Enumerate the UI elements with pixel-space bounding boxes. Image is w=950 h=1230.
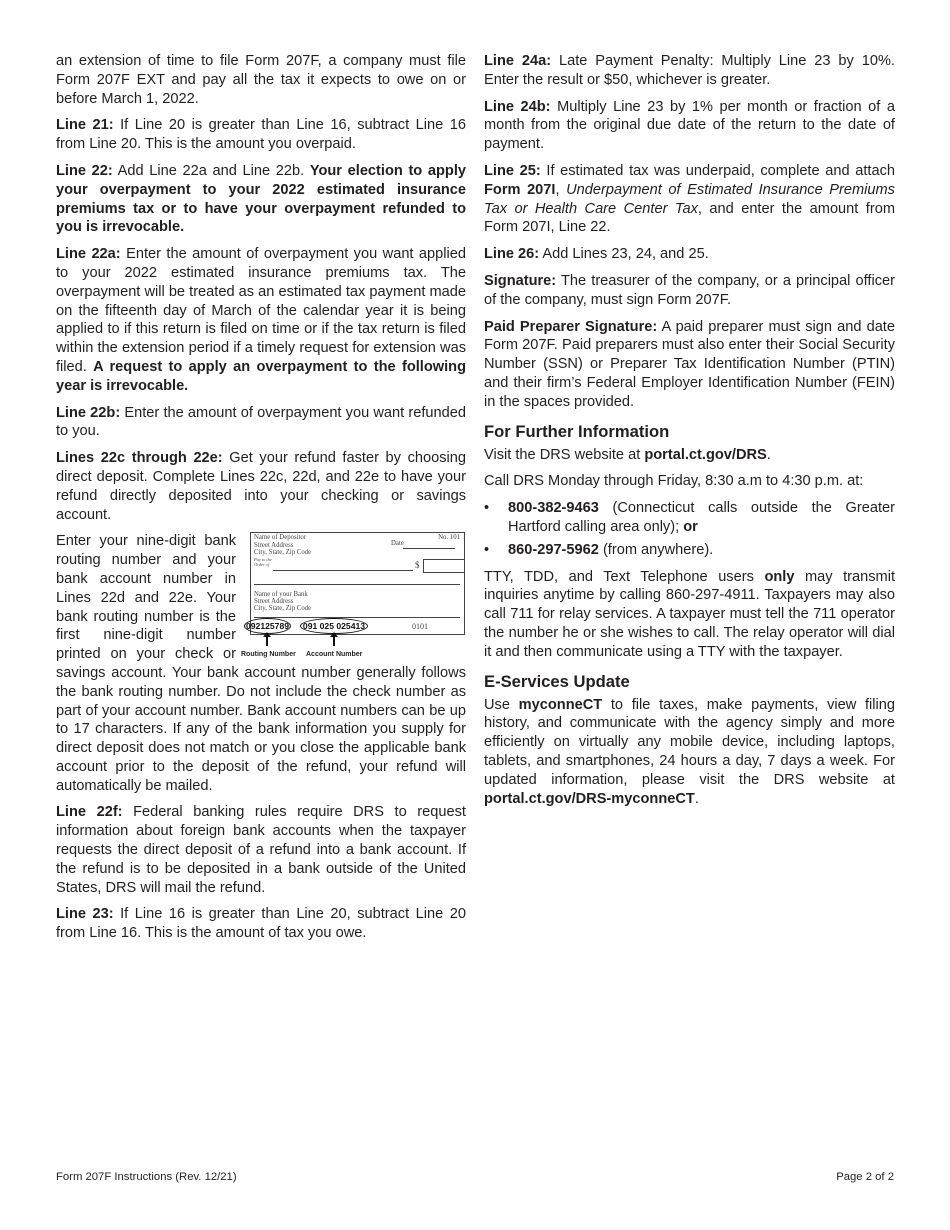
- routing-number-caption: Routing Number: [241, 651, 296, 659]
- account-arrow-icon: [333, 636, 335, 646]
- routing-number-oval: 092125789: [244, 618, 291, 634]
- check-bank-street: Street Address: [254, 598, 294, 606]
- routing-section: [56, 532, 466, 795]
- check-number-label: No. 101: [438, 534, 460, 542]
- check-dollar-sign: $: [415, 560, 420, 571]
- myconnect-website-link[interactable]: portal.ct.gov/DRS-myconneCT: [484, 790, 695, 807]
- check-amount-box: [423, 559, 465, 573]
- paragraph-routing-number: Enter your nine-digit bank routing number and your bank account number in Lines 22d and 22e. Your bank routing number is the first nine-digit number printed on your check or savings account. Your bank account number generally follows the bank routing number. Do not include the check number as part of your account number. Bank account numbers can be up to 17 characters. If any of the bank information you supply for direct deposit does not match or you close the applicable bank account prior to the deposit of the refund, your refund will automatically be mailed.: [56, 533, 466, 794]
- paragraph-line-22c-22e: Lines 22c through 22e: Get your refund faster by choosing direct deposit. Complete Lines 22c, 22d, and 22e to have your refund directly deposited into your checking or savings account.: [56, 450, 467, 523]
- account-number-oval: 091 025 025413: [300, 618, 368, 634]
- check-serial-number: 0101: [412, 622, 428, 632]
- check-date-label: Date: [391, 540, 404, 548]
- routing-arrow-icon: [266, 636, 268, 646]
- check-city-state-zip: City, State, Zip Code: [254, 549, 312, 557]
- paragraph-visit-website: Visit the DRS website at portal.ct.gov/DRS.: [484, 446, 771, 463]
- check-pay-to: Pay to the: [254, 557, 272, 563]
- list-item: • 860-297-5962 (from anywhere).: [484, 541, 895, 560]
- check-order-of: Order of: [254, 562, 270, 568]
- check-date-line: [403, 548, 455, 549]
- paragraph-eservices: Use myconneCT to file taxes, make payments, view filing history, and communicate with the agency simply and more efficiently on virtually any mobile device, including laptops, tablets, and smartphones, 24 hours a day, 7 days a week. For updated information, please visit the DRS website at portal.ct.gov/DRS-myconneCT.: [484, 696, 895, 807]
- paragraph-line-21: Line 21: If Line 20 is greater than Line 16, subtract Line 16 from Line 20. This is the amount you overpaid.: [56, 117, 466, 153]
- heading-further-information: For Further Information: [484, 421, 670, 441]
- footer-page-number: Page 2 of 2: [836, 1171, 894, 1183]
- paragraph-line-22a: Line 22a: Enter the amount of overpayment you want applied to your 2022 estimated insurance premiums tax. The overpayment will be treated as an estimated tax payment made on the fifteenth day of March of the calendar year it is being applied to if this return is filed on time or if the tax return is filed within the extension period if a timely request for extension was filed. A request to apply an overpayment to the following year is irrevocable.: [56, 246, 466, 394]
- paragraph-line-22f: Line 22f: Federal banking rules require DRS to request information about foreign bank accounts when the taxpayer requests the direct deposit of a refund into a bank account. If the refund is to be deposited in a bank outside of the United States, DRS will mail the refund.: [56, 804, 466, 896]
- right-column: [484, 52, 895, 816]
- check-bank-name: Name of your Bank: [254, 591, 308, 599]
- footer-form-name: Form 207F Instructions (Rev. 12/21): [56, 1171, 237, 1183]
- paragraph-signature: Signature: The treasurer of the company, or a principal officer of the company, must sign Form 207F.: [484, 272, 895, 308]
- paragraph-line-24b: Line 24b: Multiply Line 23 by 1% per month or fraction of a month from the original due date of the return to the date of payment.: [484, 98, 896, 153]
- heading-eservices-update: E-Services Update: [484, 671, 630, 691]
- paragraph-call-hours: Call DRS Monday through Friday, 8:30 a.m to 4:30 p.m. at:: [484, 473, 864, 490]
- check-written-amount-line: [254, 584, 460, 585]
- phone-list: [484, 499, 895, 559]
- check-memo-line: [254, 617, 460, 618]
- myconnect-name: myconneCT: [518, 696, 603, 713]
- sample-check-figure: [241, 532, 466, 660]
- drs-website-link[interactable]: portal.ct.gov/DRS: [644, 446, 767, 463]
- paragraph-line-25: Line 25: If estimated tax was underpaid, complete and attach Form 207I, Underpayment of Estimated Insurance Premiums Tax or Health Care Center Tax, and enter the amount from Form 207I, Line 22.: [484, 162, 896, 236]
- phone-number-ct: 800-382-9463: [508, 500, 599, 517]
- paragraph-extension: an extension of time to file Form 207F, a company must file Form 207F EXT and pay all the tax it expects to owe on or before March 1, 2022.: [56, 53, 466, 107]
- check-street-address: Street Address: [254, 542, 294, 550]
- check-payee-line: [273, 570, 413, 571]
- paragraph-line-24a: Line 24a: Late Payment Penalty: Multiply Line 23 by 10%. Enter the result or $50, whichever is greater.: [484, 53, 895, 88]
- check-bank-city: City, State, Zip Code: [254, 605, 312, 613]
- account-number-caption: Account Number: [306, 651, 363, 659]
- left-column: [56, 52, 466, 951]
- paragraph-line-26: Line 26: Add Lines 23, 24, and 25.: [484, 246, 709, 263]
- paragraph-tty: TTY, TDD, and Text Telephone users only may transmit inquiries anytime by calling 860-297-4911. Taxpayers may also call 711 for relay services. A taxpayer must tell the 711 operator the number he or she wishes to call. The relay operator will dial it and then communicate using a TTY with the taxpayer.: [484, 568, 895, 660]
- paragraph-paid-preparer: Paid Preparer Signature: A paid preparer must sign and date Form 207F. Paid preparers must also enter their Social Security Number (SSN) or Preparer Tax Identification Number (PTIN) and their firm’s Federal Employer Identification Number (FEIN) in the spaces provided.: [484, 318, 895, 410]
- phone-number-anywhere: 860-297-5962: [508, 541, 599, 558]
- check-depositor-name: Name of Depositor: [254, 534, 307, 542]
- paragraph-line-23: Line 23: If Line 16 is greater than Line 20, subtract Line 20 from Line 16. This is the amount of tax you owe.: [56, 906, 466, 942]
- list-item: • 800-382-9463 (Connecticut calls outside the Greater Hartford calling area only); or: [484, 499, 895, 537]
- paragraph-line-22b: Line 22b: Enter the amount of overpayment you want refunded to you.: [56, 404, 467, 440]
- paragraph-line-22: Line 22: Add Line 22a and Line 22b. Your election to apply your overpayment to your 2022 estimated insurance premiums tax or to have your overpayment refunded to you is irrevocable.: [56, 162, 466, 236]
